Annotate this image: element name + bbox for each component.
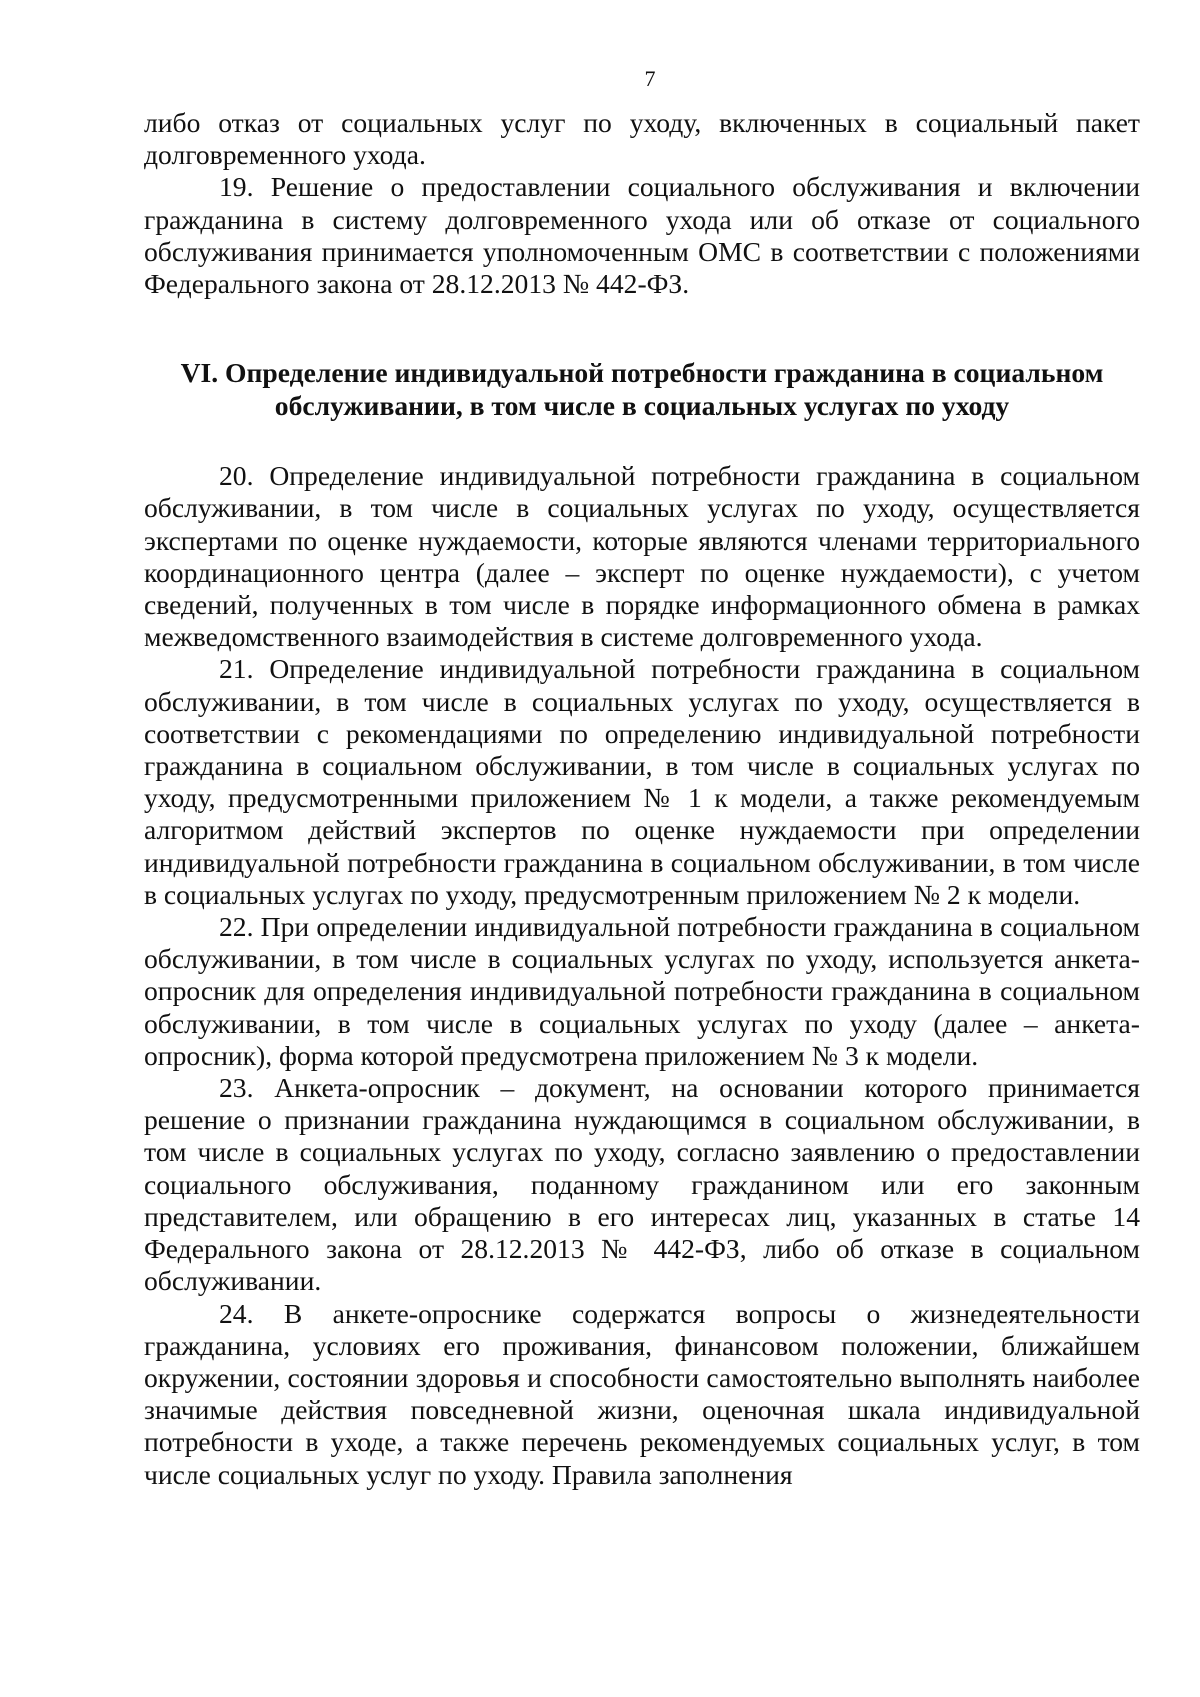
section-heading-line-2: обслуживании, в том числе в социальных услугах по уходу	[274, 390, 1010, 422]
paragraph-20: 20. Определение индивидуальной потребности гражданина в социальном обслуживании, в том числе в социальных услугах по уходу, осуществляется экспертами по оценке нуждаемости, которые являются членами территориального координационного центра (далее – эксперт по оценке нуждаемости), с учетом сведений, полученных в том числе в порядке информационного обмена в рамках межведомственного взаимодействия в системе долговременного ухода.	[144, 460, 1140, 653]
section-heading	[144, 356, 1140, 422]
paragraph-21: 21. Определение индивидуальной потребности гражданина в социальном обслуживании, в том числе в социальных услугах по уходу, осуществляется в соответствии с рекомендациями по определению индивидуальной потребности гражданина в социальном обслуживании, в том числе в социальных услугах по уходу, предусмотренными приложением № 1 к модели, а также рекомендуемым алгоритмом действий экспертов по оценке нуждаемости при определении индивидуальной потребности гражданина в социальном обслуживании, в том числе в социальных услугах по уходу, предусмотренным приложением № 2 к модели.	[144, 653, 1140, 910]
paragraph-24: 24. В анкете-опроснике содержатся вопросы о жизнедеятельности гражданина, условиях его проживания, финансовом положении, ближайшем окружении, состоянии здоровья и способности самостоятельно выполнять наиболее значимые действия повседневной жизни, оценочная шкала индивидуальной потребности в уходе, а также перечень рекомендуемых социальных услуг, в том числе социальных услуг по уходу. Правила заполнения	[144, 1297, 1140, 1490]
paragraph-23: 23. Анкета-опросник – документ, на основании которого принимается решение о признании гражданина нуждающимся в социальном обслуживании, в том числе в социальных услугах по уходу, согласно заявлению о предоставлении социального обслуживания, поданному гражданином или его законным представителем, или обращению в его интересах лиц, указанных в статье 14 Федерального закона от 28.12.2013 № 442-ФЗ, либо об отказе в социальном обслуживании.	[144, 1072, 1140, 1297]
continuation-paragraph: либо отказ от социальных услуг по уходу, включенных в социальный пакет долговременного ухода.	[144, 107, 1140, 171]
section-heading-line-1: VI. Определение индивидуальной потребности гражданина в социальном	[180, 357, 1104, 389]
page-number: 7	[644, 66, 656, 91]
paragraph-19: 19. Решение о предоставлении социального обслуживания и включении гражданина в систему долговременного ухода или об отказе от социального обслуживания принимается уполномоченным ОМС в соответствии с положениями Федерального закона от 28.12.2013 № 442-ФЗ.	[144, 171, 1140, 300]
document-body	[144, 107, 1140, 1491]
paragraph-22: 22. При определении индивидуальной потребности гражданина в социальном обслуживании, в том числе в социальных услугах по уходу, используется анкета-опросник для определения индивидуальной потребности гражданина в социальном обслуживании, в том числе в социальных услугах по уходу (далее – анкета-опросник), форма которой предусмотрена приложением № 3 к модели.	[144, 911, 1140, 1071]
